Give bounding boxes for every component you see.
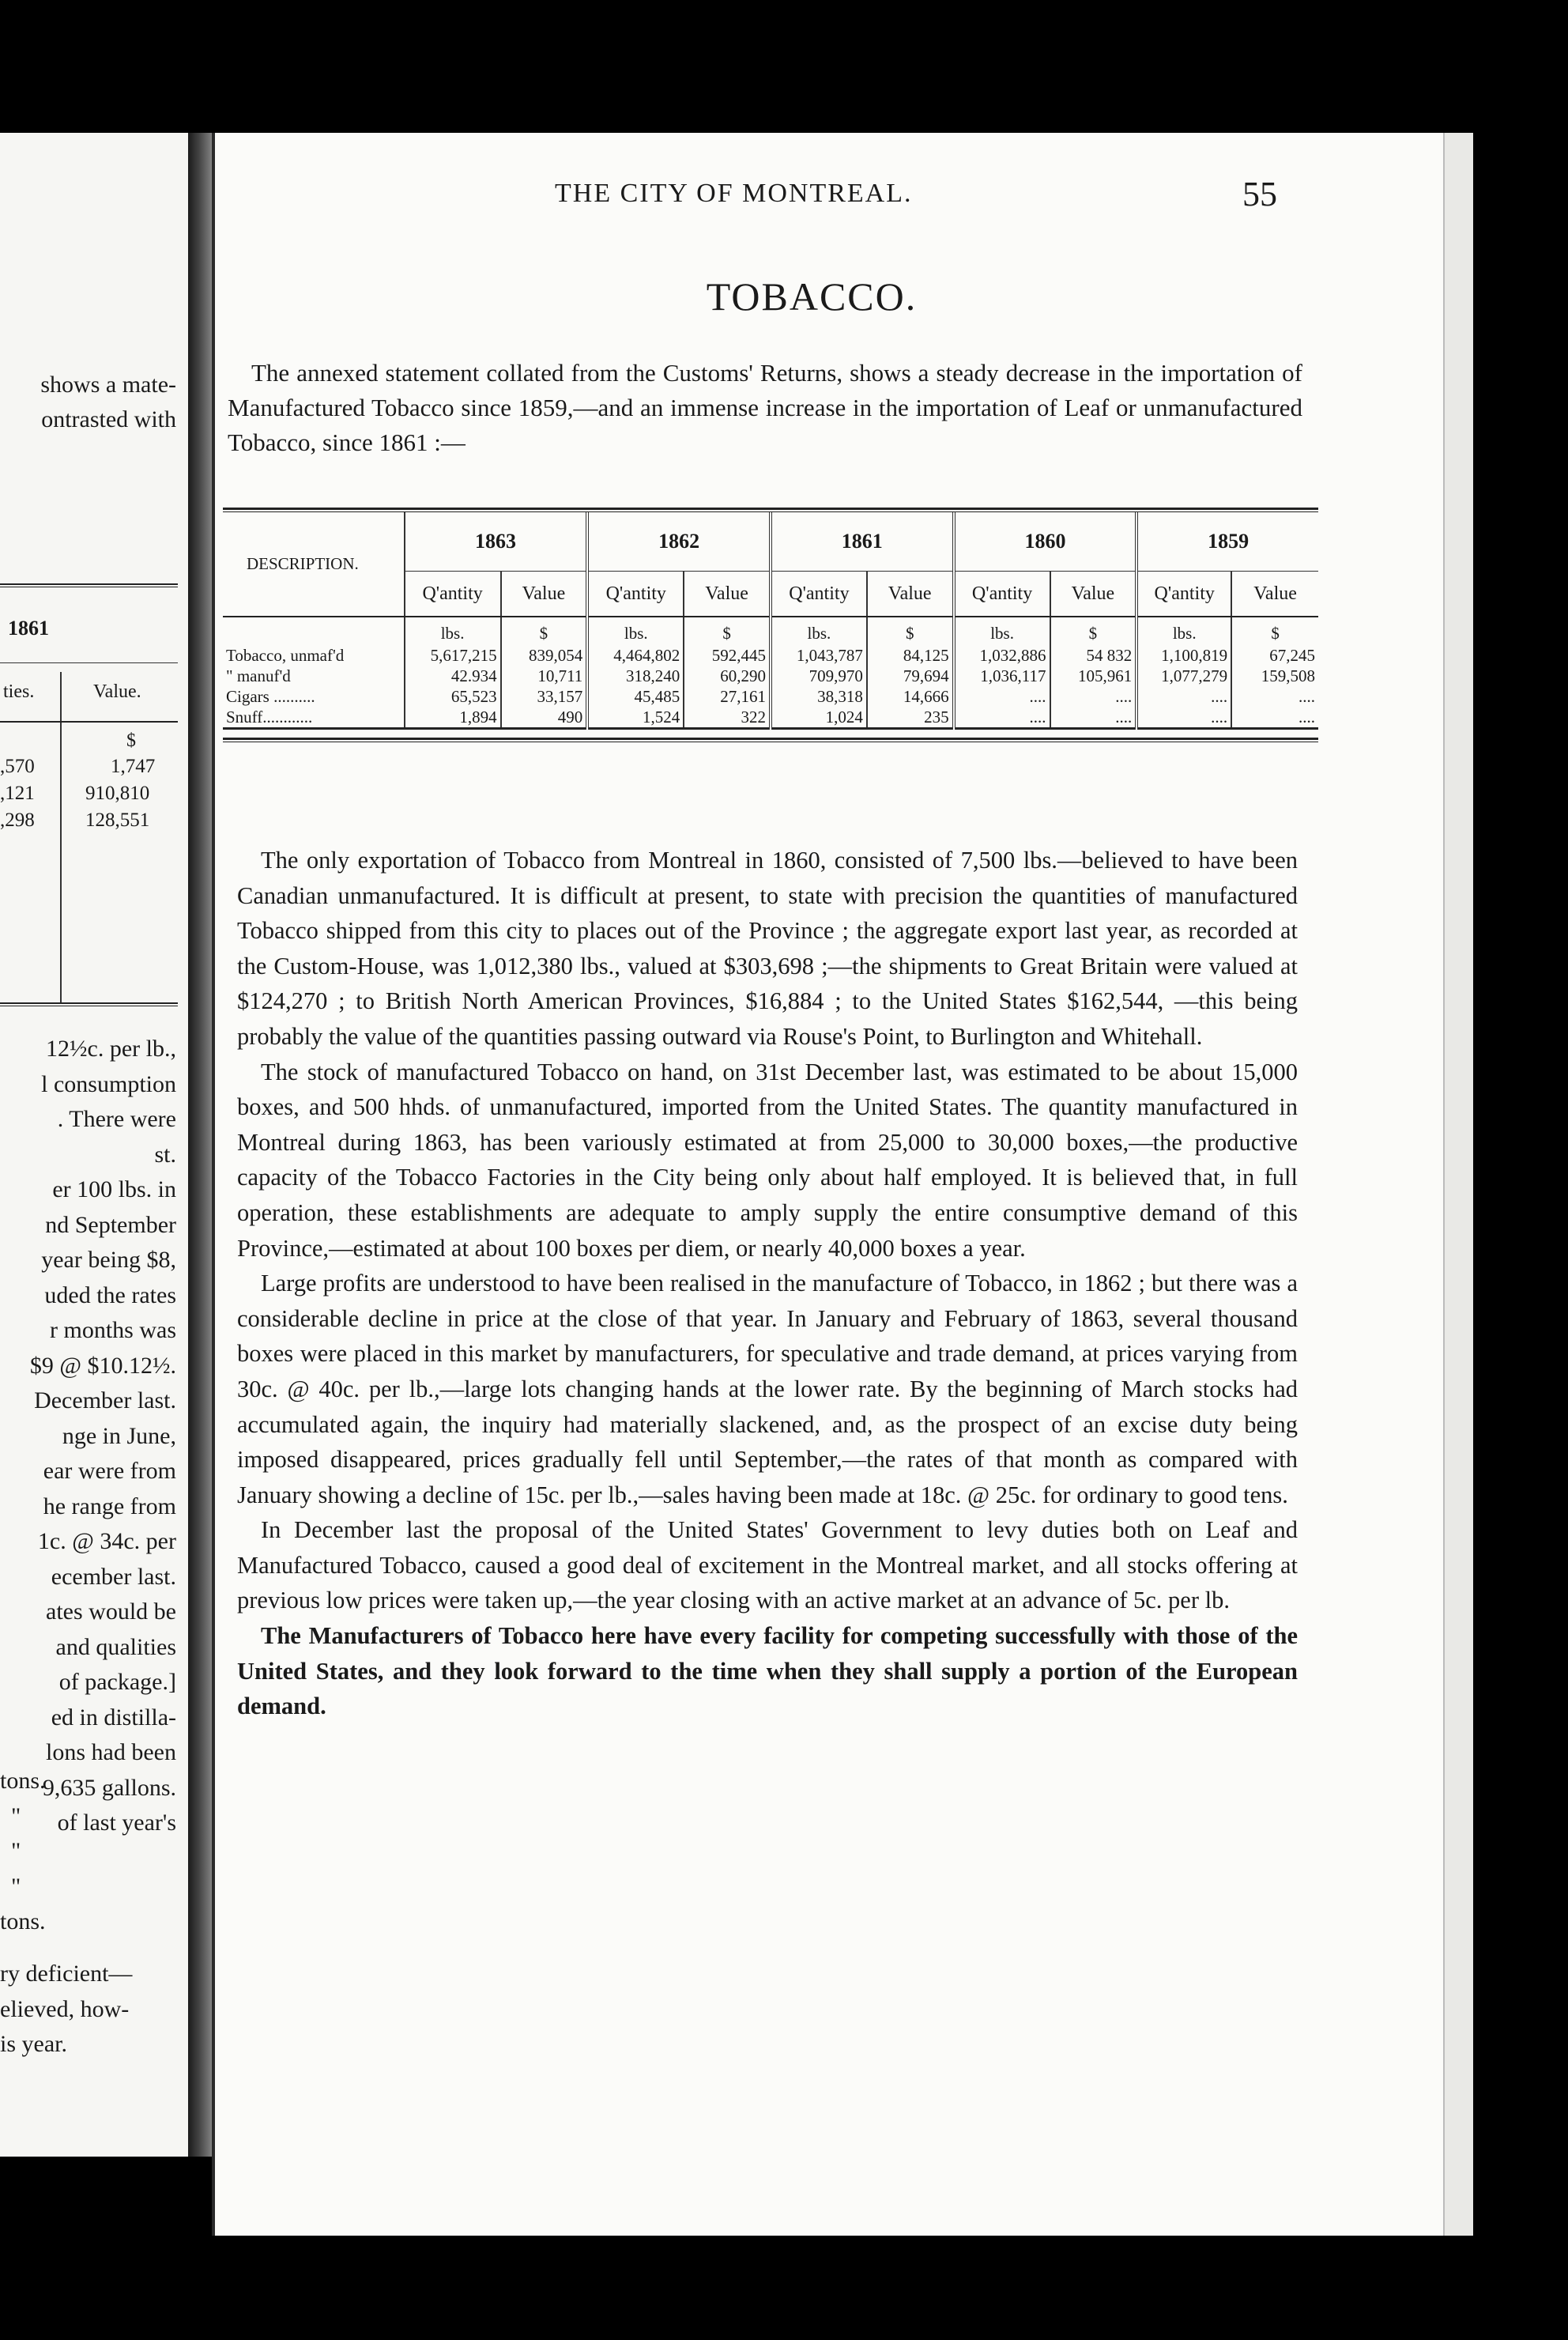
left-text-line: is year.: [0, 2031, 67, 2057]
units-row: [223, 617, 1318, 645]
left-table-year: 1861: [8, 617, 49, 640]
value-cell: 235: [867, 707, 954, 729]
left-text-line: $9 @ $10.12½.: [29, 1352, 176, 1379]
unit-cell: lbs.: [405, 617, 501, 645]
stat-table-grid: [223, 512, 1318, 730]
body-paragraph: Large profits are understood to have been realised in the manufacture of Tobacco, in 1862 ; but there was a considerable decline in price at the close of that year. In January and February of 1863, several thousand boxes were placed in this market by manufacturers, for speculative and trade demand, at prices varying from 30c. @ 40c. per lb.,—large lots changing hands at the lower rate. By the beginning of March stocks had accumulated again, the inquiry had materially slackened, and, as the prospect of an excise duty being imposed disappeared, prices gradually fell until September,—the rates of that month as compared with January showing a decline of 15c. per lb.,—sales having been made at 18c. @ 25c. for ordinary to good tens.: [237, 1270, 1298, 1508]
left-tons-line: tons.: [0, 1908, 46, 1934]
body-paragraph: The stock of manufactured Tobacco on hand, on 31st December last, was estimated to be about 15,000 boxes, and 500 hhds. of unmanufactured, imported from the United States. The quantity manufactured in Montreal during 1863, has been variously estimated at from 25,000 to 30,000 boxes,—the productive capacity of the Tobacco Factories in the City being only about half employed. It is believed that, in full operation, these establishments are adequate to amply supply the entire consumptive demand of this Province,—estimated at about 100 boxes per diem, or nearly 40,000 boxes a year.: [237, 1058, 1298, 1262]
quantity-cell: 1,077,279: [1136, 666, 1231, 686]
unit-cell: lbs.: [771, 617, 867, 645]
unit-cell: $: [501, 617, 588, 645]
unit-cell: lbs.: [1136, 617, 1231, 645]
quantity-subheader: Q'antity: [1136, 572, 1231, 617]
row-description: " manuf'd: [226, 666, 291, 685]
quantity-cell: 4,464,802: [587, 645, 684, 666]
left-text-line: nge in June,: [62, 1422, 176, 1449]
table-row: [223, 645, 1318, 666]
left-text-line: ear were from: [43, 1458, 176, 1484]
left-text-line: ontrasted with: [41, 406, 176, 432]
quantity-cell: 42.934: [405, 666, 501, 686]
quantity-cell: 65,523: [405, 686, 501, 707]
left-text-line: and qualities: [55, 1633, 176, 1660]
unit-cell: lbs.: [587, 617, 684, 645]
year-header: 1859: [1136, 512, 1318, 572]
left-text-line: 12½c. per lb.,: [46, 1036, 176, 1062]
left-table-col1-header: ties.: [3, 681, 35, 702]
left-text-line: r months was: [50, 1317, 176, 1343]
quantity-cell: 1,100,819: [1136, 645, 1231, 666]
left-text-line: elieved, how-: [0, 1995, 130, 2022]
left-table-cell: ,298: [0, 810, 35, 831]
left-text-line: lons had been: [46, 1739, 176, 1765]
value-cell: 592,445: [684, 645, 771, 666]
value-cell: 84,125: [867, 645, 954, 666]
left-text-line: December last.: [34, 1387, 176, 1413]
value-subheader: Value: [867, 572, 954, 617]
intro-paragraph: [228, 356, 1302, 460]
quantity-cell: ....: [1136, 707, 1231, 729]
table-body: [223, 617, 1318, 729]
value-cell: ....: [1050, 707, 1137, 729]
left-text-line: l consumption: [41, 1070, 176, 1097]
quantity-cell: 1,024: [771, 707, 867, 729]
left-text-line: uded the rates: [44, 1281, 176, 1308]
value-cell: 14,666: [867, 686, 954, 707]
left-table-col2-header: Value.: [93, 681, 141, 702]
quantity-cell: 709,970: [771, 666, 867, 686]
body-paragraph: In December last the proposal of the United States' Government to levy duties both on Leaf and Manufactured Tobacco, caused a good deal of excitement in the Montreal market, and all stocks offering at previous low prices were taken up,—the year closing with an active market at an advance of 5c. per lb.: [237, 1516, 1298, 1614]
left-table-cell: 910,810: [85, 783, 150, 804]
page-edge: [1443, 133, 1473, 2236]
value-subheader: Value: [684, 572, 771, 617]
row-description: Cigars ..........: [226, 687, 315, 706]
quantity-cell: 1,043,787: [771, 645, 867, 666]
unit-cell: $: [1231, 617, 1318, 645]
left-text-line: he range from: [43, 1493, 176, 1519]
quantity-cell: ....: [954, 707, 1050, 729]
left-table-cell: ,570: [0, 756, 35, 777]
quantity-subheader: Q'antity: [954, 572, 1050, 617]
quantity-cell: 318,240: [587, 666, 684, 686]
left-text-line: of last year's: [57, 1810, 176, 1836]
value-cell: 67,245: [1231, 645, 1318, 666]
left-tons-line: ": [11, 1802, 21, 1829]
left-text-line: nd September: [45, 1211, 176, 1238]
left-text-line: ecember last.: [51, 1563, 176, 1590]
tobacco-statistics-table: [223, 508, 1318, 742]
value-cell: 27,161: [684, 686, 771, 707]
body-text: [237, 843, 1298, 1724]
quantity-cell: ....: [1136, 686, 1231, 707]
table-row: [223, 686, 1318, 707]
left-table-cell: 128,551: [85, 810, 150, 831]
row-description: Snuff............: [223, 707, 405, 729]
quantity-cell: 1,894: [405, 707, 501, 729]
year-header: 1863: [405, 512, 588, 572]
value-subheader: Value: [501, 572, 588, 617]
value-cell: 159,508: [1231, 666, 1318, 686]
right-page: [212, 133, 1446, 2236]
left-text-line: er 100 lbs. in: [52, 1176, 176, 1202]
year-header: 1862: [587, 512, 771, 572]
value-cell: 105,961: [1050, 666, 1137, 686]
left-text-line: 9,635 gallons.: [42, 1774, 176, 1801]
value-cell: 490: [501, 707, 588, 729]
intro-text: The annexed statement collated from the Customs' Returns, shows a steady decrease in the importation of Manufactured Tobacco since 1859,—and an immense increase in the importation of Leaf or unmanufactured Tobacco, since 1861 :—: [228, 359, 1302, 456]
left-table-cell: ,121: [0, 783, 35, 804]
quantity-cell: ....: [954, 686, 1050, 707]
value-cell: 60,290: [684, 666, 771, 686]
value-subheader: Value: [1050, 572, 1137, 617]
value-cell: 839,054: [501, 645, 588, 666]
unit-cell: $: [684, 617, 771, 645]
value-cell: 79,694: [867, 666, 954, 686]
value-cell: ....: [1231, 686, 1318, 707]
unit-cell: lbs.: [954, 617, 1050, 645]
quantity-cell: 38,318: [771, 686, 867, 707]
unit-cell: $: [867, 617, 954, 645]
page-number: 55: [1242, 175, 1277, 213]
value-subheader: Value: [1231, 572, 1318, 617]
body-paragraph: The only exportation of Tobacco from Montreal in 1860, consisted of 7,500 lbs.—believed to have been Canadian unmanufactured. It is difficult at present, to state with precision the quantities of manufactured Tobacco shipped from this city to places out of the Province ; the aggregate export last year, as recorded at the Custom-House, was 1,012,380 lbs., valued at $303,698 ;—the shipments to Great Britain were valued at $124,270 ; to British North American Provinces, $16,884 ; to the United States $162,544, —this being probably the value of the quantities passing outward via Rouse's Point, to Burlington and Whitehall.: [237, 847, 1298, 1050]
table-bottom-rule: [223, 738, 1318, 742]
left-page-fragment: [0, 133, 194, 2157]
left-text-line: ed in distilla-: [51, 1704, 176, 1730]
year-header: 1860: [954, 512, 1137, 572]
quantity-cell: 1,524: [587, 707, 684, 729]
value-cell: 10,711: [501, 666, 588, 686]
table-row: [223, 666, 1318, 686]
left-table-cell: 1,747: [111, 756, 156, 777]
quantity-cell: 45,485: [587, 686, 684, 707]
page-title: TOBACCO.: [706, 274, 918, 319]
left-text-line: . There were: [57, 1106, 176, 1132]
quantity-cell: 1,032,886: [954, 645, 1050, 666]
value-cell: 54 832: [1050, 645, 1137, 666]
left-text-line: st.: [154, 1141, 176, 1168]
value-cell: 33,157: [501, 686, 588, 707]
description-header: DESCRIPTION.: [223, 512, 405, 617]
left-tons-line: ": [11, 1838, 21, 1864]
left-text-line: 1c. @ 34c. per: [37, 1528, 176, 1554]
running-head: THE CITY OF MONTREAL.: [555, 179, 913, 208]
left-text-line: ry deficient—: [0, 1961, 133, 1987]
left-text-line: year being $8,: [41, 1247, 176, 1273]
value-cell: ....: [1050, 686, 1137, 707]
year-header: 1861: [771, 512, 954, 572]
quantity-cell: 1,036,117: [954, 666, 1050, 686]
unit-cell: $: [1050, 617, 1137, 645]
quantity-subheader: Q'antity: [587, 572, 684, 617]
body-paragraph: The Manufacturers of Tobacco here have every facility for competing successfully with those of the United States, and they look forward to the time when they shall supply a portion of the European demand.: [237, 1622, 1298, 1720]
left-text-line: of package.]: [58, 1669, 176, 1695]
quantity-cell: 5,617,215: [405, 645, 501, 666]
table-row: [223, 707, 1318, 729]
left-tons-line: ": [11, 1873, 21, 1900]
left-table-unit: $: [126, 730, 136, 751]
quantity-subheader: Q'antity: [405, 572, 501, 617]
value-cell: ....: [1231, 707, 1318, 729]
left-tons-line: tons.: [0, 1768, 46, 1794]
quantity-subheader: Q'antity: [771, 572, 867, 617]
row-description: Tobacco, unmaf'd: [226, 646, 345, 665]
value-cell: 322: [684, 707, 771, 729]
left-text-line: ates would be: [46, 1598, 176, 1625]
left-text-line: shows a mate-: [40, 372, 176, 398]
